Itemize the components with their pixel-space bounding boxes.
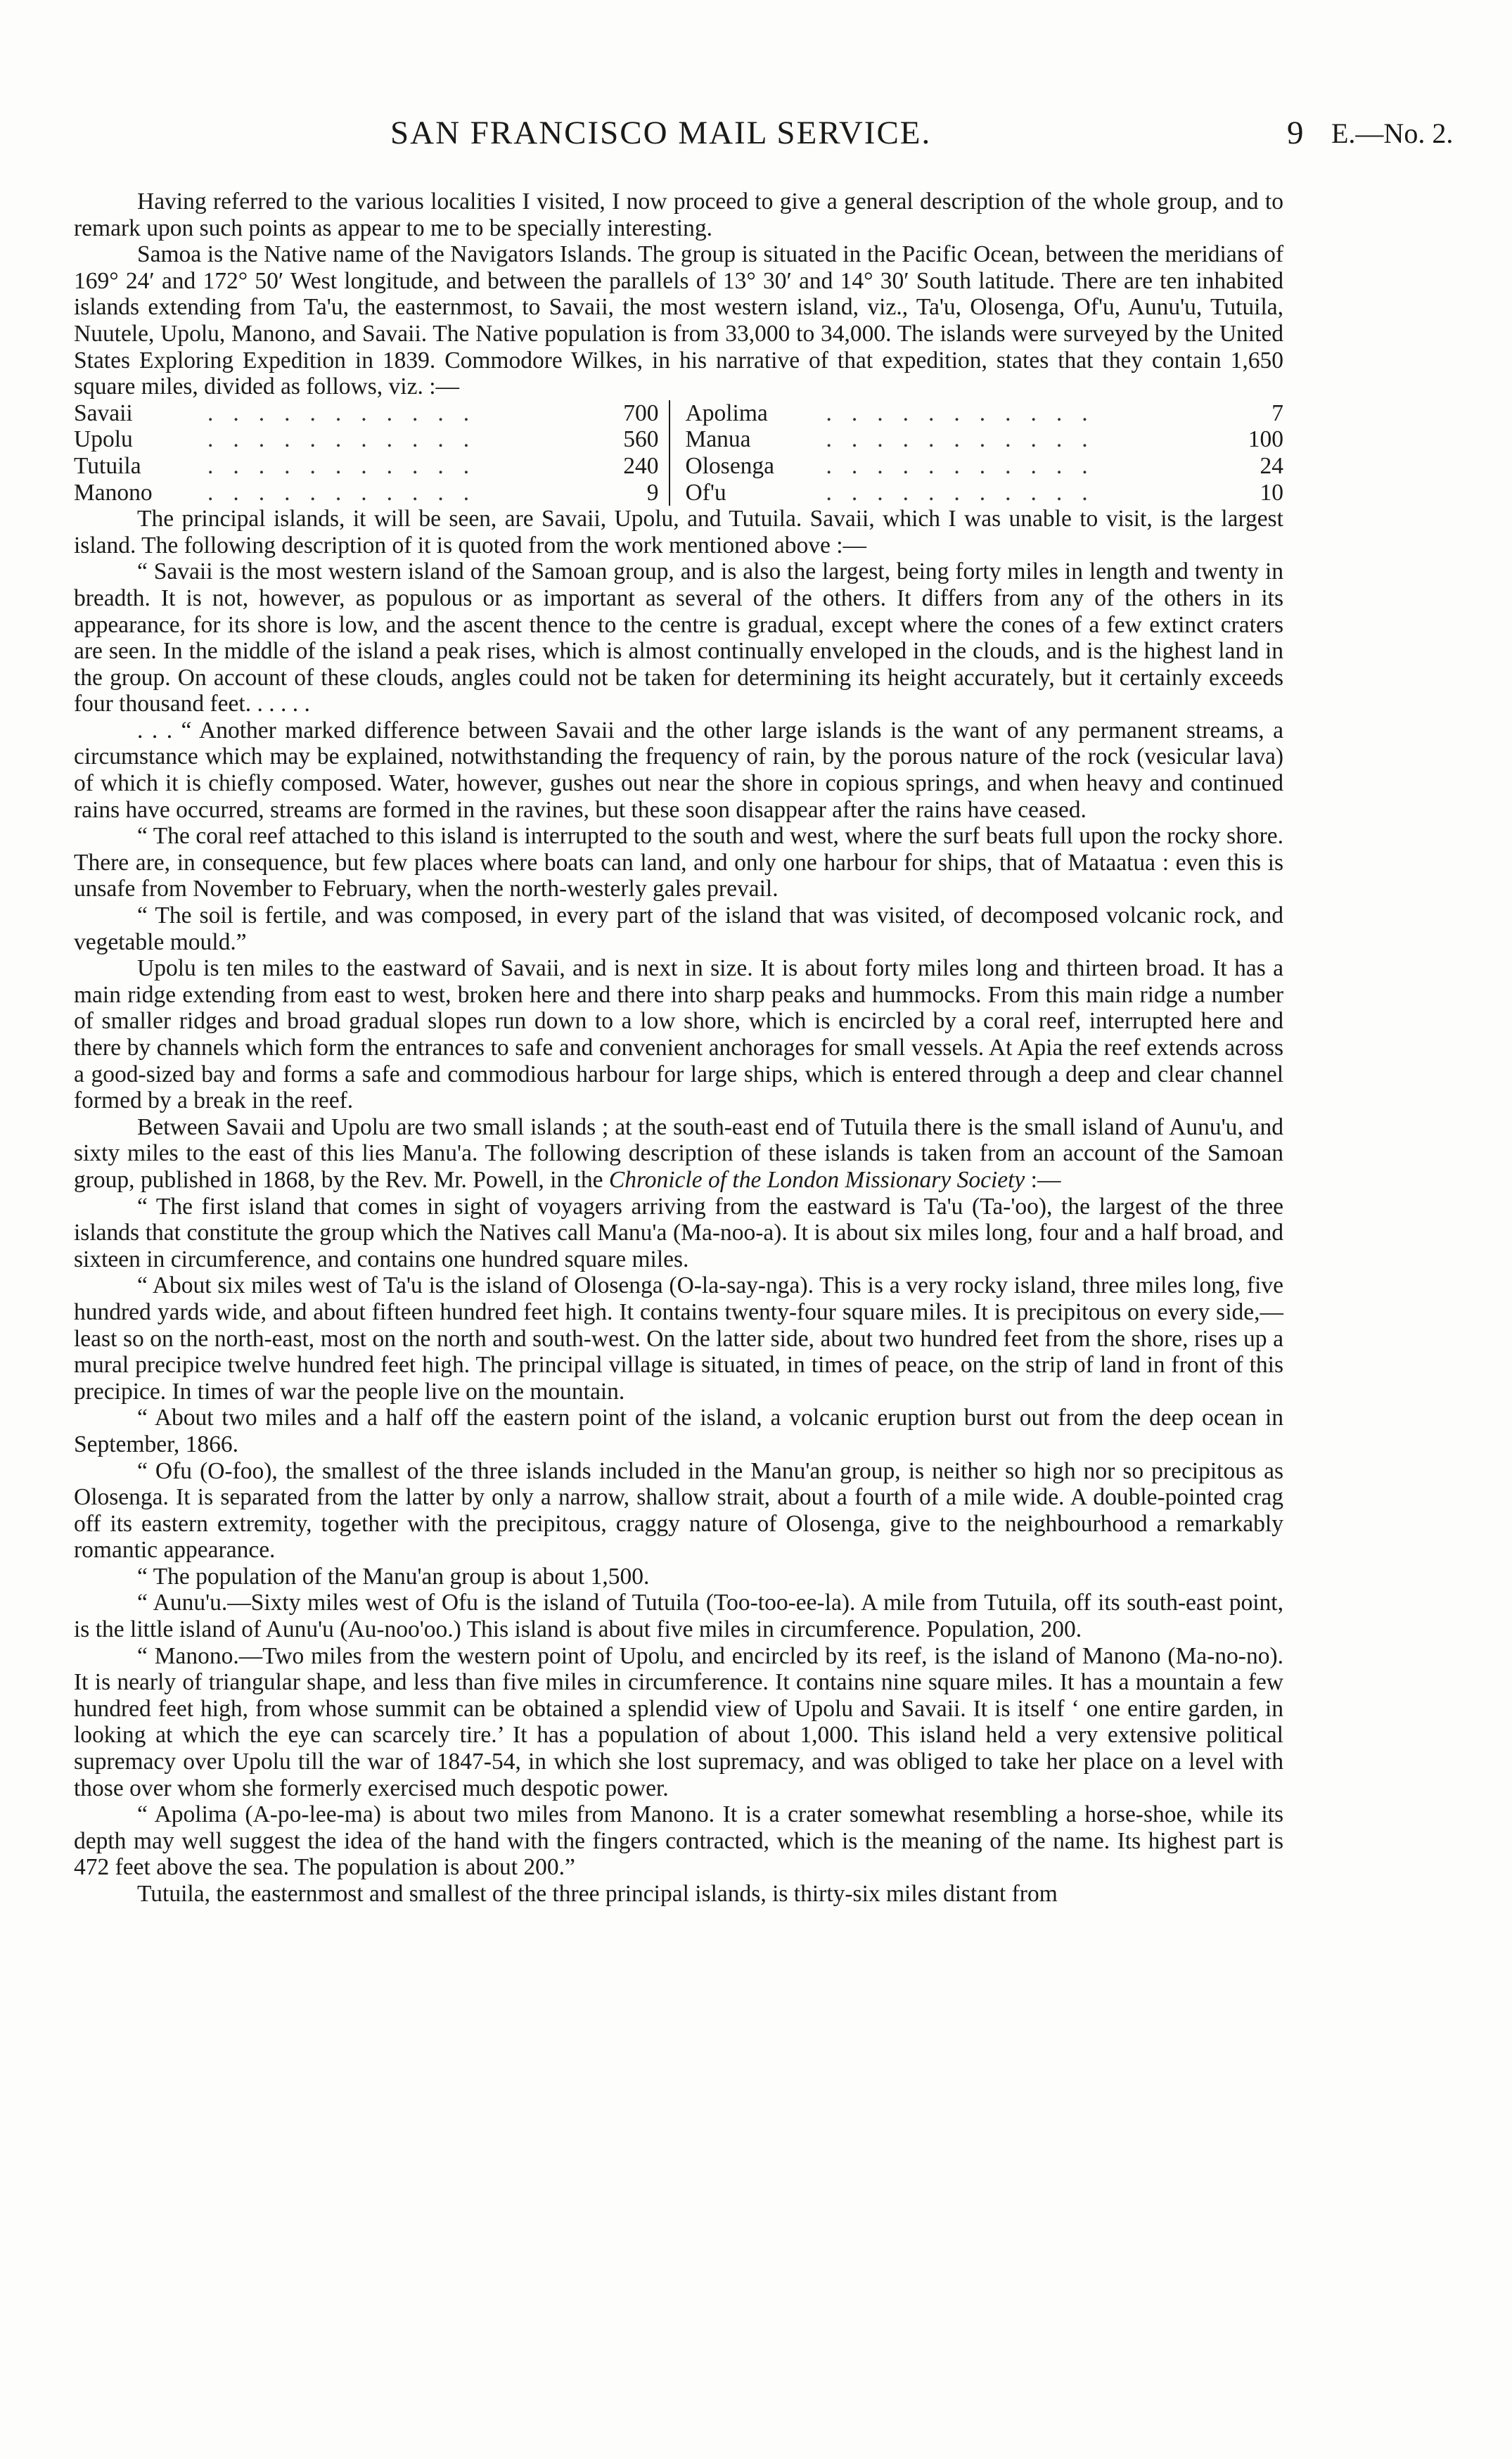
paragraph: Having referred to the various localities I visited, I now proceed to give a general description of the whole group, and to remark upon such points as appear to me to be specially interesting. bbox=[74, 189, 1283, 241]
leader-dots: ........... bbox=[207, 426, 489, 453]
area-value: 100 bbox=[1248, 426, 1283, 453]
paragraph: “ The coral reef attached to this island is interrupted to the south and west, where the surf beats full upon the rocky shore. There are, in consequence, but few places where boats can land, and only one harbour for ships, that of Mataatua : even this is unsafe from November to February, when the north-westerly gales prevail. bbox=[74, 823, 1283, 902]
page-number: 9 bbox=[1287, 115, 1304, 151]
area-value: 10 bbox=[1260, 479, 1283, 506]
paragraph: “ Aunu'u.—Sixty miles west of Ofu is the island of Tutuila (Too-too-ee-la). A mile from Tutuila, off its south-east point, is the little island of Aunu'u (Au-noo'oo.) This island is about five miles in circumference. Population, 200. bbox=[74, 1590, 1283, 1643]
island-name: Upolu bbox=[74, 426, 133, 453]
paragraph bbox=[74, 1114, 1283, 1194]
paragraph-text: Between Savaii and Upolu are two small islands ; at the south-east end of Tutuila there is the small island of Aunu'u, and sixty miles to the east of this lies Manu'a. The following description of these islands is taken from an account of the Samoan group, published in 1868, by the Rev. Mr. Powell, in the bbox=[74, 1113, 1283, 1193]
article-body bbox=[74, 189, 1283, 1908]
chronicle-suffix: :— bbox=[1025, 1166, 1061, 1193]
area-value: 9 bbox=[646, 479, 659, 506]
area-value: 560 bbox=[623, 426, 659, 453]
paragraph: “ About six miles west of Ta'u is the island of Olosenga (O-la-say-nga). This is a very rocky island, three miles long, five hundred yards wide, and about fifteen hundred feet high. It contains twenty-four square miles. It is precipitous on every side,—least so on the north-east, most on the north and south-west. On the latter side, about two hundred feet from the shore, rises up a mural precipice twelve hundred feet high. The principal village is situated, in times of peace, on the strip of land in front of this precipice. In times of war the people live on the mountain. bbox=[74, 1272, 1283, 1405]
island-name: Manua bbox=[685, 426, 751, 453]
area-value: 700 bbox=[623, 400, 659, 426]
paragraph: . . . “ Another marked difference between Savaii and the other large islands is the want of any permanent streams, a circumstance which may be explained, notwithstanding the frequency of rain, by the porous nature of the rock (vesicular lava) of which it is chiefly composed. Water, however, gushes out near the shore in copious springs, and when heavy and continued rains have occurred, streams are formed in the ravines, but these soon disappear after the rains have ceased. bbox=[74, 717, 1283, 823]
paragraph: “ Apolima (A-po-lee-ma) is about two miles from Manono. It is a crater somewhat resembling a horse-shoe, while its depth may well suggest the idea of the hand with the fingers contracted, which is the meaning of the name. Its highest part is 472 feet above the sea. The population is about 200.” bbox=[74, 1801, 1283, 1881]
island-name: Manono bbox=[74, 479, 153, 506]
paragraph: Tutuila, the easternmost and smallest of the three principal islands, is thirty-six miles distant from bbox=[137, 1881, 1058, 1907]
area-table-left-column bbox=[74, 400, 670, 506]
running-header bbox=[0, 114, 1512, 163]
area-value: 240 bbox=[623, 452, 659, 479]
island-area-table bbox=[74, 400, 1283, 506]
leader-dots: ........... bbox=[826, 426, 1108, 453]
table-row bbox=[74, 480, 669, 506]
paragraph: “ The first island that comes in sight of voyagers arriving from the eastward is Ta'u (Ta-'oo), the largest of the three islands that constitute the group which the Natives call Manu'a (Ma-noo-a). It is about six miles long, four and a half broad, and sixteen in circumference, and contains one hundred square miles. bbox=[74, 1193, 1283, 1272]
leader-dots: ........... bbox=[207, 452, 489, 479]
area-value: 7 bbox=[1271, 400, 1283, 426]
table-row bbox=[686, 400, 1283, 427]
leader-dots: ........... bbox=[826, 452, 1108, 479]
leader-dots: ........... bbox=[826, 479, 1108, 506]
paragraph: “ About two miles and a half off the eastern point of the island, a volcanic eruption burst out from the deep ocean in September, 1866. bbox=[74, 1405, 1283, 1457]
paragraph: Samoa is the Native name of the Navigators Islands. The group is situated in the Pacific Ocean, between the meridians of 169° 24′ and 172° 50′ West longitude, and between the parallels of 13° 30′ and 14° 30′ South latitude. There are ten inhabited islands extending from Ta'u, the easternmost, to Savaii, the most western island, viz., Ta'u, Olosenga, Of'u, Aunu'u, Tutuila, Nuutele, Upolu, Manono, and Savaii. The Native population is from 33,000 to 34,000. The islands were surveyed by the United States Exploring Expedition in 1839. Commodore Wilkes, in his narrative of that expedition, states that they contain 1,650 square miles, divided as follows, viz. :— bbox=[74, 241, 1283, 400]
paragraph: “ The population of the Manu'an group is about 1,500. bbox=[137, 1563, 650, 1590]
island-name: Apolima bbox=[685, 400, 768, 426]
table-row bbox=[686, 426, 1283, 453]
island-name: Olosenga bbox=[685, 452, 775, 479]
area-value: 24 bbox=[1260, 452, 1283, 479]
paragraph: “ The soil is fertile, and was composed, in every part of the island that was visited, of decomposed volcanic rock, and vegetable mould.” bbox=[74, 902, 1283, 955]
table-row bbox=[74, 400, 669, 427]
table-row bbox=[74, 453, 669, 480]
island-name: Of'u bbox=[685, 479, 726, 506]
paragraph: “ Ofu (O-foo), the smallest of the three islands included in the Manu'an group, is neither so high nor so precipitous as Olosenga. It is separated from the latter by only a narrow, shallow strait, about a fourth of a mile wide. A double-pointed crag off its eastern extremity, together with the precipitous, craggy nature of Olosenga, give to the neighbourhood a remarkably romantic appearance. bbox=[74, 1457, 1283, 1564]
leader-dots: ........... bbox=[207, 400, 489, 426]
table-row bbox=[686, 480, 1283, 506]
paragraph: “ Manono.—Two miles from the western point of Upolu, and encircled by its reef, is the island of Manono (Ma-no-no). It is nearly of triangular shape, and less than five miles in circumference. It contains nine square miles. It has a mountain a few hundred feet high, from whose summit can be obtained a splendid view of Upolu and Savaii. It is itself ‘ one entire garden, in looking at which the eye can scarcely tire.’ It has a population of about 1,000. This island held a very extensive political supremacy over Upolu till the war of 1847-54, in which she lost supremacy, and was obliged to take her place on a level with those over whom she formerly exercised much despotic power. bbox=[74, 1642, 1283, 1801]
paragraph: The principal islands, it will be seen, are Savaii, Upolu, and Tutuila. Savaii, which I was unable to visit, is the largest island. The following description of it is quoted from the work mentioned above :— bbox=[74, 506, 1283, 558]
area-table-right-column bbox=[686, 400, 1283, 506]
paragraph: “ Savaii is the most western island of the Samoan group, and is also the largest, being forty miles in length and twenty in breadth. It is not, however, as populous or as important as several of the others. It differs from any of the others in its appearance, for its shore is low, and the ascent thence to the centre is gradual, except where the cones of a few extinct craters are seen. In the middle of the island a peak rises, which is almost continually enveloped in the clouds, and is the highest land in the group. On account of these clouds, angles could not be taken for determining its height accurately, but it certainly exceeds four thousand feet. . . . . . bbox=[74, 558, 1283, 717]
table-row bbox=[74, 426, 669, 453]
document-reference: E.—No. 2. bbox=[1331, 117, 1454, 149]
page-title: SAN FRANCISCO MAIL SERVICE. bbox=[390, 115, 932, 151]
paragraph: Upolu is ten miles to the eastward of Savaii, and is next in size. It is about forty miles long and thirteen broad. It has a main ridge extending from east to west, broken here and there into sharp peaks and hummocks. From this main ridge a number of smaller ridges and broad gradual slopes run down to a low shore, which is encircled by a coral reef, interrupted here and there by channels which form the entrances to safe and convenient anchorages for small vessels. At Apia the reef extends across a good-sized bay and forms a safe and commodious harbour for large ships, which is entered through a deep and clear channel formed by a break in the reef. bbox=[74, 955, 1283, 1114]
island-name: Savaii bbox=[74, 400, 133, 426]
leader-dots: ........... bbox=[826, 400, 1108, 426]
island-name: Tutuila bbox=[74, 452, 141, 479]
chronicle-title: Chronicle of the London Missionary Society bbox=[608, 1166, 1025, 1193]
table-row bbox=[686, 453, 1283, 480]
leader-dots: ........... bbox=[207, 479, 489, 506]
